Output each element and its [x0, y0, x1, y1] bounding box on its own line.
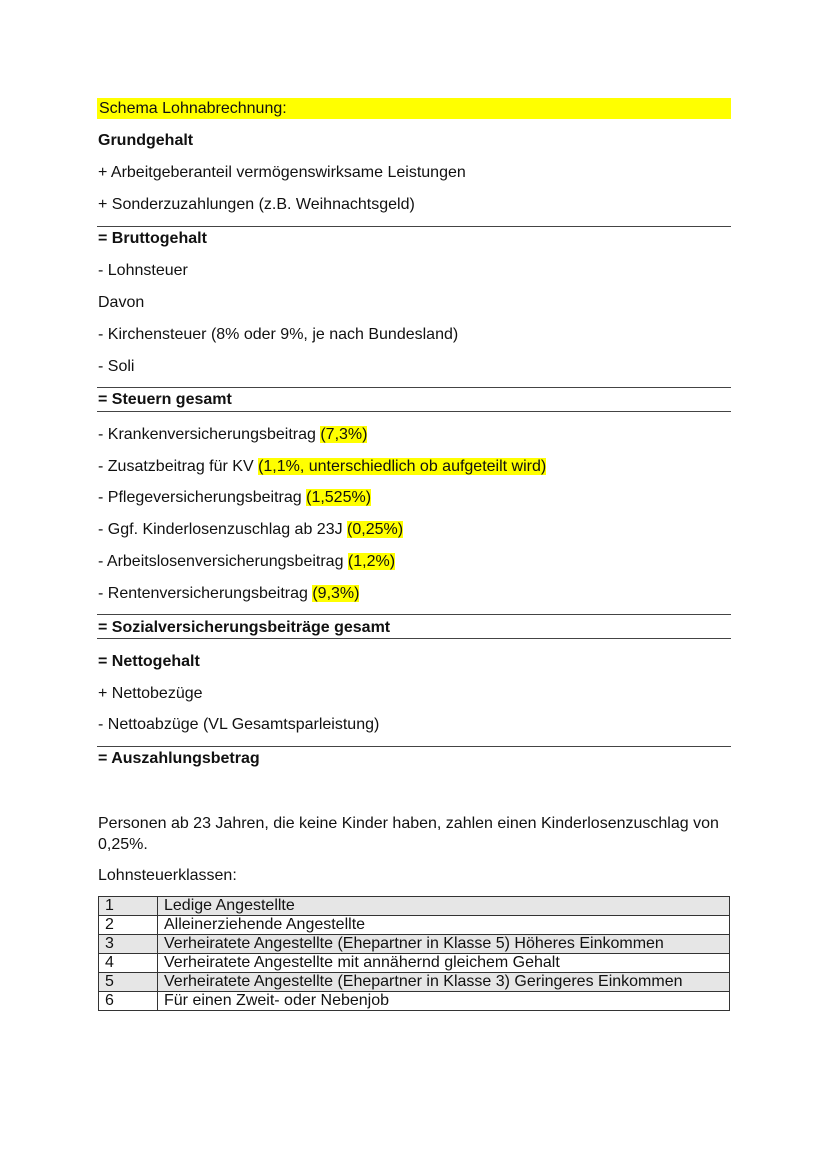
divider — [97, 746, 731, 747]
class-number: 5 — [99, 973, 158, 992]
line-text: - Zusatzbeitrag für KV — [98, 458, 259, 475]
table-row — [99, 897, 730, 916]
schema-line — [98, 520, 730, 540]
table-row — [99, 935, 730, 954]
line-text: - Ggf. Kinderlosenzuschlag ab 23J — [98, 521, 348, 538]
class-description: Verheiratete Angestellte (Ehepartner in Klasse 3) Geringeres Einkommen — [158, 973, 730, 992]
line-text: - Rentenversicherungsbeitrag — [98, 585, 313, 602]
divider — [97, 638, 731, 639]
table-row — [99, 916, 730, 935]
class-description: Für einen Zweit- oder Nebenjob — [158, 992, 730, 1011]
divider — [97, 614, 731, 615]
class-description: Verheiratete Angestellte (Ehepartner in Klasse 5) Höheres Einkommen — [158, 935, 730, 954]
class-description: Verheiratete Angestellte mit annähernd gleichem Gehalt — [158, 954, 730, 973]
class-number: 3 — [99, 935, 158, 954]
table-row — [99, 992, 730, 1011]
tax-class-table — [98, 896, 730, 1011]
class-number: 1 — [99, 897, 158, 916]
class-number: 4 — [99, 954, 158, 973]
divider — [97, 226, 731, 227]
schema-line: - Lohnsteuer — [98, 262, 188, 279]
rate-highlight: (9,3%) — [312, 585, 360, 602]
schema-line-bruttogehalt: = Bruttogehalt — [98, 230, 207, 247]
schema-line: + Arbeitgeberanteil vermögenswirksame Leistungen — [98, 164, 466, 181]
divider — [97, 387, 731, 388]
divider — [97, 411, 731, 412]
schema-line — [98, 425, 730, 445]
class-description: Ledige Angestellte — [158, 897, 730, 916]
schema-line: - Kirchensteuer (8% oder 9%, je nach Bundesland) — [98, 326, 459, 343]
schema-line: + Sonderzuzahlungen (z.B. Weihnachtsgeld) — [98, 196, 415, 213]
schema-line — [98, 584, 730, 604]
schema-line — [98, 457, 730, 477]
schema-line — [98, 552, 730, 572]
line-text: - Arbeitslosenversicherungsbeitrag — [98, 553, 348, 570]
table-row — [99, 973, 730, 992]
class-description: Alleinerziehende Angestellte — [158, 916, 730, 935]
table-row — [99, 954, 730, 973]
rate-highlight: (1,525%) — [306, 489, 372, 506]
class-number: 6 — [99, 992, 158, 1011]
schema-line-steuern-gesamt: = Steuern gesamt — [98, 391, 232, 408]
table-heading: Lohnsteuerklassen: — [98, 867, 237, 884]
rate-highlight: (1,2%) — [347, 553, 396, 570]
schema-line-sv-gesamt: = Sozialversicherungsbeiträge gesamt — [98, 619, 391, 636]
schema-line: - Soli — [98, 358, 135, 375]
rate-highlight: (7,3%) — [320, 426, 368, 443]
schema-line: - Nettoabzüge (VL Gesamtsparleistung) — [98, 716, 380, 733]
class-number: 2 — [99, 916, 158, 935]
document-title: Schema Lohnabrechnung: — [99, 100, 287, 117]
line-text: - Krankenversicherungsbeitrag — [98, 426, 321, 443]
schema-line: Davon — [98, 294, 145, 311]
schema-line-auszahlungsbetrag: = Auszahlungsbetrag — [98, 750, 260, 767]
schema-line: + Nettobezüge — [98, 685, 203, 702]
rate-highlight: (0,25%) — [347, 521, 404, 538]
schema-line-nettogehalt: = Nettogehalt — [98, 653, 200, 670]
rate-highlight: (1,1%, unterschiedlich ob aufgeteilt wird) — [258, 458, 547, 475]
title-highlight — [97, 98, 731, 119]
schema-line-grundgehalt: Grundgehalt — [98, 132, 194, 149]
line-text: - Pflegeversicherungsbeitrag — [98, 489, 307, 506]
schema-line — [98, 488, 730, 508]
kinderlosen-note: Personen ab 23 Jahren, die keine Kinder haben, zahlen einen Kinderlosenzuschlag von 0,25%. — [98, 815, 719, 853]
